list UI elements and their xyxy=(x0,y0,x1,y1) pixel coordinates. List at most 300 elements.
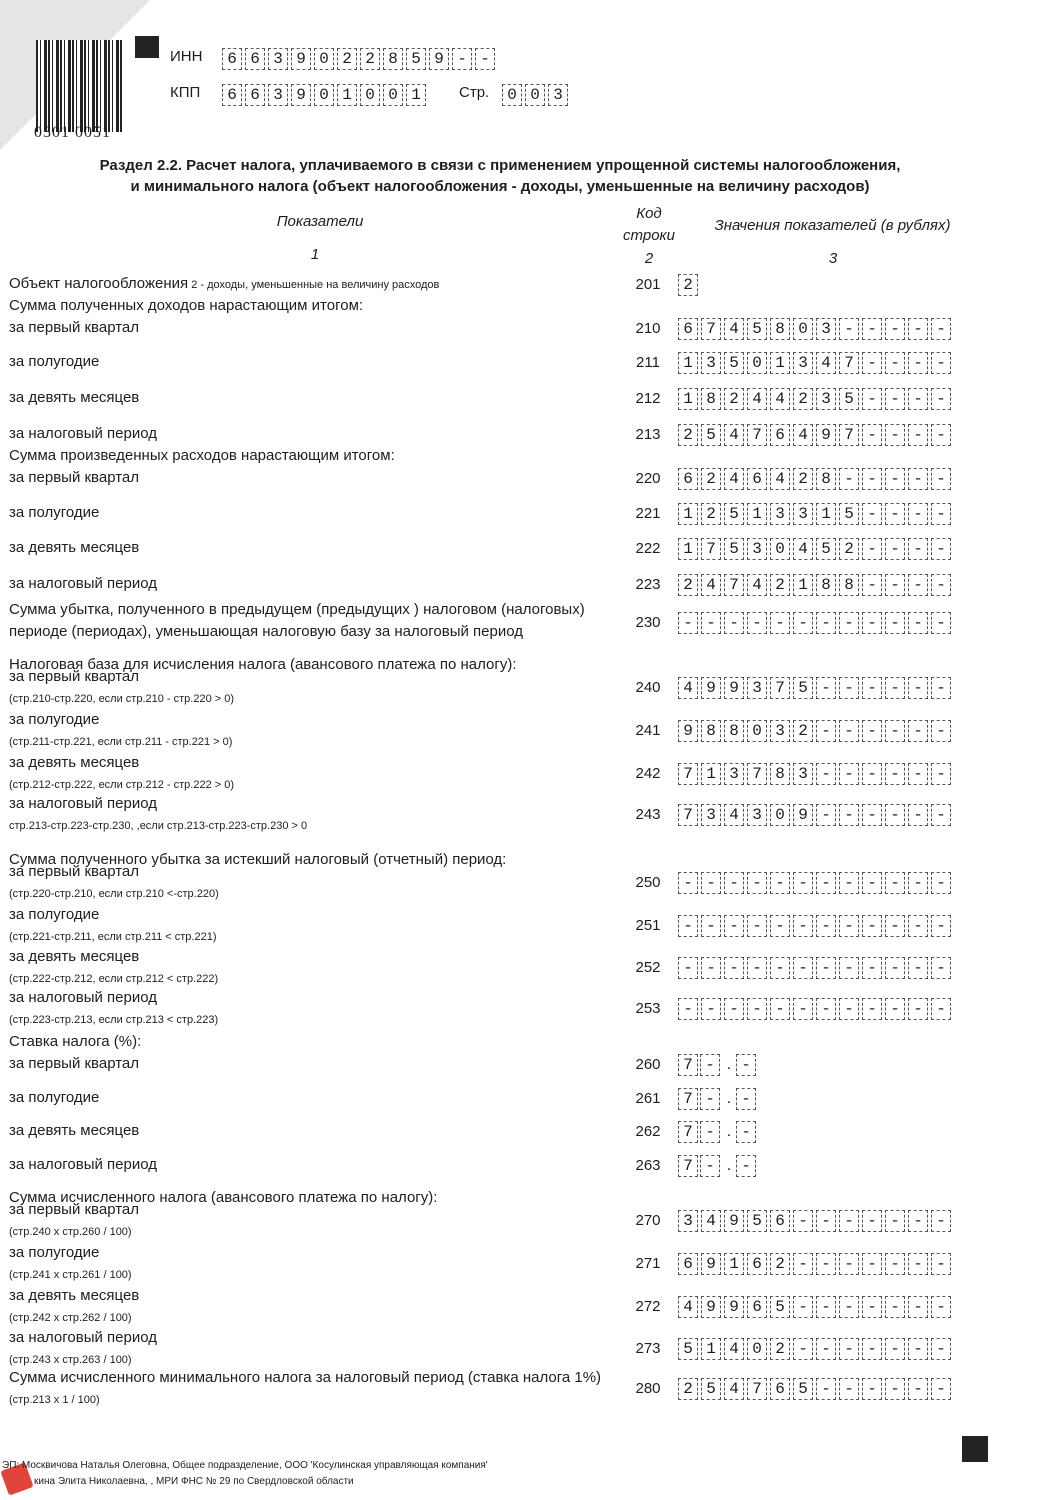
value-field[interactable] xyxy=(678,998,954,1020)
digit-cell[interactable]: - xyxy=(885,1253,905,1275)
digit-cell[interactable]: - xyxy=(839,872,859,894)
value-field[interactable] xyxy=(678,677,954,699)
digit-cell[interactable]: 6 xyxy=(245,48,265,70)
digit-cell[interactable]: 2 xyxy=(770,1253,790,1275)
digit-cell[interactable]: 1 xyxy=(701,1338,721,1360)
digit-cell[interactable]: 1 xyxy=(406,84,426,106)
digit-cell[interactable]: - xyxy=(862,318,882,340)
digit-cell[interactable]: 5 xyxy=(724,538,744,560)
digit-cell[interactable]: - xyxy=(931,612,951,634)
digit-cell[interactable]: - xyxy=(862,1378,882,1400)
digit-cell[interactable]: - xyxy=(908,352,928,374)
digit-cell[interactable]: 3 xyxy=(793,503,813,525)
digit-cell[interactable]: 8 xyxy=(770,763,790,785)
digit-cell[interactable]: 7 xyxy=(678,804,698,826)
digit-cell[interactable]: - xyxy=(908,804,928,826)
digit-cell[interactable]: - xyxy=(885,503,905,525)
digit-cell[interactable]: 1 xyxy=(747,503,767,525)
digit-cell[interactable]: 2 xyxy=(678,274,698,296)
digit-cell[interactable]: 2 xyxy=(701,503,721,525)
digit-cell[interactable]: 7 xyxy=(678,1054,698,1076)
digit-cell[interactable]: 6 xyxy=(747,468,767,490)
digit-cell[interactable]: 9 xyxy=(429,48,449,70)
digit-cell[interactable]: - xyxy=(816,872,836,894)
value-field[interactable] xyxy=(678,763,954,785)
digit-cell[interactable]: - xyxy=(700,1088,720,1110)
digit-cell[interactable]: - xyxy=(701,998,721,1020)
digit-cell[interactable]: - xyxy=(931,763,951,785)
digit-cell[interactable]: 1 xyxy=(701,763,721,785)
digit-cell[interactable]: 6 xyxy=(245,84,265,106)
digit-cell[interactable]: 8 xyxy=(383,48,403,70)
digit-cell[interactable]: - xyxy=(885,804,905,826)
digit-cell[interactable]: - xyxy=(931,915,951,937)
digit-cell[interactable]: - xyxy=(931,1338,951,1360)
digit-cell[interactable]: - xyxy=(816,763,836,785)
digit-cell[interactable]: 0 xyxy=(747,1338,767,1360)
digit-cell[interactable]: - xyxy=(931,503,951,525)
digit-cell[interactable]: - xyxy=(700,1121,720,1143)
digit-cell[interactable]: 4 xyxy=(793,538,813,560)
digit-cell[interactable]: 3 xyxy=(770,503,790,525)
digit-cell[interactable]: - xyxy=(862,804,882,826)
digit-cell[interactable]: 2 xyxy=(839,538,859,560)
digit-cell[interactable]: 3 xyxy=(701,352,721,374)
digit-cell[interactable]: - xyxy=(908,538,928,560)
digit-cell[interactable]: - xyxy=(862,352,882,374)
digit-cell[interactable]: 4 xyxy=(678,1296,698,1318)
digit-cell[interactable]: 6 xyxy=(770,424,790,446)
digit-cell[interactable]: - xyxy=(793,1253,813,1275)
digit-cell[interactable]: - xyxy=(908,915,928,937)
digit-cell[interactable]: - xyxy=(885,763,905,785)
digit-cell[interactable]: 7 xyxy=(701,318,721,340)
digit-cell[interactable]: - xyxy=(908,677,928,699)
digit-cell[interactable]: - xyxy=(475,48,495,70)
digit-cell[interactable]: - xyxy=(908,1253,928,1275)
digit-cell[interactable]: - xyxy=(839,998,859,1020)
digit-cell[interactable]: - xyxy=(908,998,928,1020)
digit-cell[interactable]: 2 xyxy=(678,574,698,596)
digit-cell[interactable]: - xyxy=(862,424,882,446)
value-field[interactable] xyxy=(678,915,954,937)
digit-cell[interactable]: - xyxy=(839,612,859,634)
digit-cell[interactable]: 9 xyxy=(724,1296,744,1318)
digit-cell[interactable]: - xyxy=(908,424,928,446)
digit-cell[interactable]: - xyxy=(885,424,905,446)
digit-cell[interactable]: 5 xyxy=(406,48,426,70)
digit-cell[interactable]: 5 xyxy=(724,503,744,525)
digit-cell[interactable]: - xyxy=(839,720,859,742)
digit-cell[interactable]: - xyxy=(931,957,951,979)
digit-cell[interactable]: - xyxy=(862,1253,882,1275)
digit-cell[interactable]: - xyxy=(701,872,721,894)
digit-cell[interactable]: 0 xyxy=(747,720,767,742)
digit-cell[interactable]: - xyxy=(701,957,721,979)
digit-cell[interactable]: 7 xyxy=(678,763,698,785)
digit-cell[interactable]: 7 xyxy=(678,1121,698,1143)
digit-cell[interactable]: - xyxy=(931,468,951,490)
digit-cell[interactable]: - xyxy=(885,677,905,699)
digit-cell[interactable]: 4 xyxy=(724,424,744,446)
digit-cell[interactable]: 1 xyxy=(337,84,357,106)
digit-cell[interactable]: - xyxy=(724,612,744,634)
digit-cell[interactable]: - xyxy=(885,538,905,560)
digit-cell[interactable]: 9 xyxy=(291,84,311,106)
digit-cell[interactable]: - xyxy=(747,915,767,937)
digit-cell[interactable]: - xyxy=(839,1296,859,1318)
digit-cell[interactable]: - xyxy=(862,957,882,979)
digit-cell[interactable]: - xyxy=(700,1155,720,1177)
digit-cell[interactable]: 9 xyxy=(678,720,698,742)
value-field[interactable] xyxy=(678,612,954,634)
digit-cell[interactable]: - xyxy=(816,1296,836,1318)
digit-cell[interactable]: 1 xyxy=(816,503,836,525)
digit-cell[interactable]: 3 xyxy=(678,1210,698,1232)
digit-cell[interactable]: - xyxy=(747,872,767,894)
digit-cell[interactable]: - xyxy=(839,1338,859,1360)
digit-cell[interactable]: 0 xyxy=(770,538,790,560)
digit-cell[interactable]: 7 xyxy=(724,574,744,596)
digit-cell[interactable]: - xyxy=(908,318,928,340)
digit-cell[interactable]: - xyxy=(885,388,905,410)
digit-cell[interactable]: - xyxy=(862,763,882,785)
digit-cell[interactable]: - xyxy=(931,424,951,446)
digit-cell[interactable]: 2 xyxy=(793,468,813,490)
digit-cell[interactable]: - xyxy=(908,503,928,525)
digit-cell[interactable]: 8 xyxy=(701,720,721,742)
digit-cell[interactable]: 5 xyxy=(770,1296,790,1318)
value-field[interactable] xyxy=(678,1253,954,1275)
digit-cell[interactable]: 2 xyxy=(360,48,380,70)
digit-cell[interactable]: - xyxy=(839,915,859,937)
digit-cell[interactable]: 1 xyxy=(678,352,698,374)
digit-cell[interactable]: 1 xyxy=(678,538,698,560)
digit-cell[interactable]: - xyxy=(839,763,859,785)
digit-cell[interactable]: - xyxy=(793,915,813,937)
digit-cell[interactable]: - xyxy=(908,1378,928,1400)
digit-cell[interactable]: 4 xyxy=(678,677,698,699)
digit-cell[interactable]: - xyxy=(770,915,790,937)
digit-cell[interactable]: 2 xyxy=(701,468,721,490)
digit-cell[interactable]: 3 xyxy=(548,84,568,106)
digit-cell[interactable]: 3 xyxy=(770,720,790,742)
digit-cell[interactable]: 6 xyxy=(678,1253,698,1275)
digit-cell[interactable]: - xyxy=(885,612,905,634)
digit-cell[interactable]: 5 xyxy=(747,318,767,340)
digit-cell[interactable]: 2 xyxy=(770,1338,790,1360)
digit-cell[interactable]: 9 xyxy=(816,424,836,446)
digit-cell[interactable]: - xyxy=(931,1210,951,1232)
digit-cell[interactable]: 1 xyxy=(770,352,790,374)
digit-cell[interactable]: 2 xyxy=(337,48,357,70)
digit-cell[interactable]: - xyxy=(793,1210,813,1232)
digit-cell[interactable]: 0 xyxy=(314,48,334,70)
digit-cell[interactable]: 3 xyxy=(747,677,767,699)
digit-cell[interactable]: - xyxy=(931,352,951,374)
digit-cell[interactable]: - xyxy=(793,872,813,894)
digit-cell[interactable]: - xyxy=(816,915,836,937)
digit-cell[interactable]: - xyxy=(816,1378,836,1400)
digit-cell[interactable]: - xyxy=(839,957,859,979)
digit-cell[interactable]: - xyxy=(862,538,882,560)
value-field[interactable] xyxy=(678,1210,954,1232)
digit-cell[interactable]: 2 xyxy=(724,388,744,410)
digit-cell[interactable]: - xyxy=(908,1338,928,1360)
digit-cell[interactable]: - xyxy=(862,612,882,634)
digit-cell[interactable]: 3 xyxy=(747,804,767,826)
digit-cell[interactable]: - xyxy=(908,612,928,634)
digit-cell[interactable]: 4 xyxy=(747,388,767,410)
digit-cell[interactable]: 8 xyxy=(816,468,836,490)
digit-cell[interactable]: 9 xyxy=(793,804,813,826)
digit-cell[interactable]: 2 xyxy=(678,424,698,446)
digit-cell[interactable]: - xyxy=(931,998,951,1020)
value-field[interactable] xyxy=(678,574,954,596)
digit-cell[interactable]: - xyxy=(736,1121,756,1143)
digit-cell[interactable]: 3 xyxy=(816,388,836,410)
digit-cell[interactable]: - xyxy=(862,468,882,490)
digit-cell[interactable]: - xyxy=(770,872,790,894)
digit-cell[interactable]: - xyxy=(885,872,905,894)
digit-cell[interactable]: - xyxy=(908,388,928,410)
digit-cell[interactable]: 7 xyxy=(747,763,767,785)
digit-cell[interactable]: - xyxy=(816,957,836,979)
digit-cell[interactable]: - xyxy=(885,352,905,374)
digit-cell[interactable]: 3 xyxy=(724,763,744,785)
digit-cell[interactable]: - xyxy=(862,1338,882,1360)
digit-cell[interactable]: 1 xyxy=(678,503,698,525)
digit-cell[interactable]: - xyxy=(678,957,698,979)
digit-cell[interactable]: - xyxy=(816,612,836,634)
digit-cell[interactable]: 5 xyxy=(701,1378,721,1400)
digit-cell[interactable]: 9 xyxy=(724,677,744,699)
digit-cell[interactable]: - xyxy=(816,677,836,699)
digit-cell[interactable]: - xyxy=(816,998,836,1020)
digit-cell[interactable]: 1 xyxy=(724,1253,744,1275)
digit-cell[interactable]: - xyxy=(724,872,744,894)
digit-cell[interactable]: 4 xyxy=(701,1210,721,1232)
value-field[interactable] xyxy=(678,957,954,979)
digit-cell[interactable]: - xyxy=(724,915,744,937)
digit-cell[interactable]: 4 xyxy=(724,468,744,490)
digit-cell[interactable]: - xyxy=(885,1378,905,1400)
digit-cell[interactable]: 9 xyxy=(701,1296,721,1318)
digit-cell[interactable]: 6 xyxy=(222,84,242,106)
digit-cell[interactable]: 9 xyxy=(291,48,311,70)
digit-cell[interactable]: - xyxy=(678,998,698,1020)
digit-cell[interactable]: 0 xyxy=(525,84,545,106)
digit-cell[interactable]: - xyxy=(678,915,698,937)
rate-field[interactable] xyxy=(678,1054,758,1076)
digit-cell[interactable]: - xyxy=(736,1088,756,1110)
digit-cell[interactable]: - xyxy=(862,574,882,596)
digit-cell[interactable]: - xyxy=(700,1054,720,1076)
value-field[interactable] xyxy=(678,1338,954,1360)
digit-cell[interactable]: 7 xyxy=(839,424,859,446)
digit-cell[interactable]: - xyxy=(931,872,951,894)
digit-cell[interactable]: - xyxy=(862,1296,882,1318)
digit-cell[interactable]: 4 xyxy=(747,574,767,596)
digit-cell[interactable]: - xyxy=(931,720,951,742)
digit-cell[interactable]: - xyxy=(736,1155,756,1177)
digit-cell[interactable]: 2 xyxy=(770,574,790,596)
digit-cell[interactable]: 1 xyxy=(678,388,698,410)
digit-cell[interactable]: - xyxy=(793,612,813,634)
value-field[interactable] xyxy=(678,1378,954,1400)
digit-cell[interactable]: - xyxy=(908,720,928,742)
digit-cell[interactable]: - xyxy=(885,318,905,340)
digit-cell[interactable]: - xyxy=(839,1378,859,1400)
digit-cell[interactable]: 5 xyxy=(701,424,721,446)
digit-cell[interactable]: 7 xyxy=(839,352,859,374)
value-field[interactable] xyxy=(678,503,954,525)
digit-cell[interactable]: - xyxy=(816,1253,836,1275)
digit-cell[interactable]: 0 xyxy=(360,84,380,106)
digit-cell[interactable]: - xyxy=(839,804,859,826)
digit-cell[interactable]: 8 xyxy=(724,720,744,742)
digit-cell[interactable]: 3 xyxy=(701,804,721,826)
digit-cell[interactable]: - xyxy=(678,872,698,894)
digit-cell[interactable]: 4 xyxy=(793,424,813,446)
digit-cell[interactable]: - xyxy=(908,574,928,596)
digit-cell[interactable]: 5 xyxy=(839,503,859,525)
digit-cell[interactable]: - xyxy=(885,1296,905,1318)
digit-cell[interactable]: 6 xyxy=(747,1253,767,1275)
digit-cell[interactable]: 6 xyxy=(747,1296,767,1318)
digit-cell[interactable]: 4 xyxy=(770,468,790,490)
digit-cell[interactable]: - xyxy=(747,957,767,979)
digit-cell[interactable]: - xyxy=(931,1253,951,1275)
digit-cell[interactable]: 0 xyxy=(747,352,767,374)
digit-cell[interactable]: 1 xyxy=(793,574,813,596)
digit-cell[interactable]: 2 xyxy=(793,720,813,742)
digit-cell[interactable]: 8 xyxy=(701,388,721,410)
digit-cell[interactable]: 3 xyxy=(747,538,767,560)
digit-cell[interactable]: 5 xyxy=(816,538,836,560)
digit-cell[interactable]: 5 xyxy=(793,677,813,699)
digit-cell[interactable]: 0 xyxy=(502,84,522,106)
digit-cell[interactable]: - xyxy=(862,915,882,937)
digit-cell[interactable]: - xyxy=(816,720,836,742)
value-field[interactable] xyxy=(678,424,954,446)
digit-cell[interactable]: - xyxy=(931,574,951,596)
digit-cell[interactable]: - xyxy=(862,1210,882,1232)
digit-cell[interactable]: - xyxy=(862,503,882,525)
value-field[interactable] xyxy=(678,1296,954,1318)
digit-cell[interactable]: 7 xyxy=(747,424,767,446)
digit-cell[interactable]: - xyxy=(931,538,951,560)
digit-cell[interactable]: - xyxy=(816,804,836,826)
digit-cell[interactable]: 4 xyxy=(724,1378,744,1400)
value-field[interactable] xyxy=(678,318,954,340)
digit-cell[interactable]: - xyxy=(862,720,882,742)
digit-cell[interactable]: - xyxy=(908,468,928,490)
digit-cell[interactable]: - xyxy=(885,1338,905,1360)
digit-cell[interactable]: - xyxy=(931,1378,951,1400)
digit-cell[interactable]: 5 xyxy=(839,388,859,410)
digit-cell[interactable]: - xyxy=(862,872,882,894)
digit-cell[interactable]: 3 xyxy=(793,352,813,374)
digit-cell[interactable]: - xyxy=(862,998,882,1020)
digit-cell[interactable]: 3 xyxy=(268,48,288,70)
value-field[interactable] xyxy=(678,274,701,296)
digit-cell[interactable]: - xyxy=(770,957,790,979)
digit-cell[interactable]: - xyxy=(770,612,790,634)
digit-cell[interactable]: - xyxy=(793,998,813,1020)
digit-cell[interactable]: 6 xyxy=(770,1378,790,1400)
digit-cell[interactable]: 3 xyxy=(268,84,288,106)
digit-cell[interactable]: - xyxy=(908,763,928,785)
digit-cell[interactable]: - xyxy=(839,318,859,340)
digit-cell[interactable]: - xyxy=(701,915,721,937)
digit-cell[interactable]: 4 xyxy=(770,388,790,410)
digit-cell[interactable]: - xyxy=(908,957,928,979)
digit-cell[interactable]: 3 xyxy=(793,763,813,785)
digit-cell[interactable]: 8 xyxy=(770,318,790,340)
digit-cell[interactable]: - xyxy=(816,1210,836,1232)
digit-cell[interactable]: - xyxy=(908,1296,928,1318)
digit-cell[interactable]: 0 xyxy=(383,84,403,106)
digit-cell[interactable]: 5 xyxy=(724,352,744,374)
digit-cell[interactable]: 9 xyxy=(724,1210,744,1232)
digit-cell[interactable]: 7 xyxy=(701,538,721,560)
rate-field[interactable] xyxy=(678,1121,758,1143)
digit-cell[interactable]: - xyxy=(862,677,882,699)
digit-cell[interactable]: - xyxy=(931,388,951,410)
digit-cell[interactable]: - xyxy=(885,720,905,742)
digit-cell[interactable]: 6 xyxy=(770,1210,790,1232)
digit-cell[interactable]: 7 xyxy=(747,1378,767,1400)
digit-cell[interactable]: 5 xyxy=(793,1378,813,1400)
digit-cell[interactable]: - xyxy=(839,468,859,490)
digit-cell[interactable]: 0 xyxy=(314,84,334,106)
digit-cell[interactable]: - xyxy=(931,318,951,340)
value-field[interactable] xyxy=(678,804,954,826)
rate-field[interactable] xyxy=(678,1155,758,1177)
value-field[interactable] xyxy=(678,872,954,894)
rate-field[interactable] xyxy=(678,1088,758,1110)
digit-cell[interactable]: - xyxy=(839,1253,859,1275)
digit-cell[interactable]: 4 xyxy=(724,318,744,340)
digit-cell[interactable]: - xyxy=(931,804,951,826)
digit-cell[interactable]: 7 xyxy=(678,1088,698,1110)
digit-cell[interactable]: - xyxy=(885,1210,905,1232)
digit-cell[interactable]: 4 xyxy=(816,352,836,374)
digit-cell[interactable]: 4 xyxy=(701,574,721,596)
digit-cell[interactable]: 4 xyxy=(724,1338,744,1360)
digit-cell[interactable]: - xyxy=(724,998,744,1020)
digit-cell[interactable]: - xyxy=(885,574,905,596)
digit-cell[interactable]: 7 xyxy=(678,1155,698,1177)
digit-cell[interactable]: - xyxy=(747,612,767,634)
digit-cell[interactable]: - xyxy=(793,957,813,979)
value-field[interactable] xyxy=(678,388,954,410)
digit-cell[interactable]: 6 xyxy=(678,318,698,340)
digit-cell[interactable]: - xyxy=(839,1210,859,1232)
digit-cell[interactable]: 3 xyxy=(816,318,836,340)
value-field[interactable] xyxy=(678,468,954,490)
digit-cell[interactable]: - xyxy=(885,957,905,979)
digit-cell[interactable]: 9 xyxy=(701,1253,721,1275)
digit-cell[interactable]: - xyxy=(885,468,905,490)
digit-cell[interactable]: - xyxy=(862,388,882,410)
digit-cell[interactable]: - xyxy=(678,612,698,634)
digit-cell[interactable]: - xyxy=(931,1296,951,1318)
digit-cell[interactable]: - xyxy=(736,1054,756,1076)
digit-cell[interactable]: - xyxy=(747,998,767,1020)
digit-cell[interactable]: 2 xyxy=(793,388,813,410)
